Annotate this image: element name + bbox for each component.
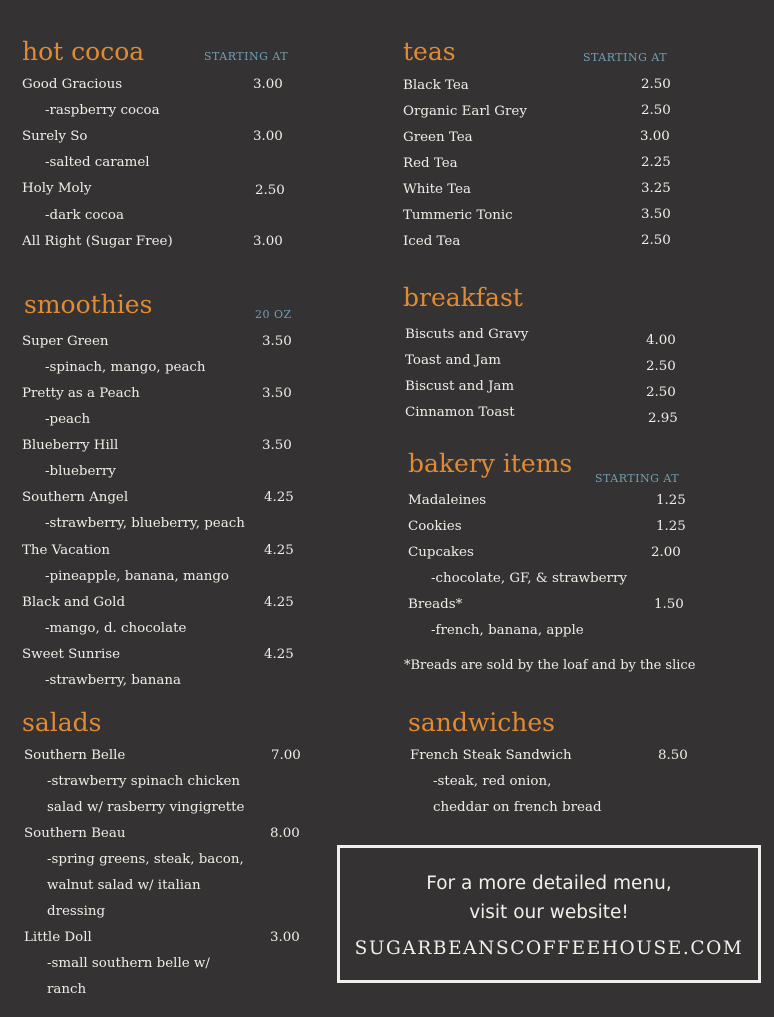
menu-item-price: 8.00 [270, 826, 300, 841]
menu-item-price: 3.00 [640, 129, 670, 144]
bakery-subtitle: STARTING AT [595, 472, 680, 485]
menu-item-price: 2.50 [646, 359, 676, 374]
website-link[interactable]: SUGARBEANSCOFFEEHOUSE.COM [354, 938, 744, 959]
menu-item-price: 7.00 [271, 748, 301, 763]
hot-cocoa-heading: hot cocoa [22, 37, 145, 66]
menu-item-price: 4.25 [264, 595, 294, 610]
menu-item-price: 2.00 [651, 545, 681, 560]
menu-item-description: -chocolate, GF, & strawberry [431, 571, 627, 586]
smoothies-heading: smoothies [24, 290, 153, 319]
menu-item-description: ranch [47, 982, 87, 997]
menu-item-name: Breads* [408, 597, 463, 612]
promo-line-2: visit our website! [469, 902, 629, 923]
menu-item-price: 2.95 [648, 411, 678, 426]
salads-section [22, 709, 342, 1009]
teas-heading: teas [403, 37, 456, 66]
menu-item-price: 3.00 [253, 234, 283, 249]
menu-item-price: 1.25 [656, 519, 686, 534]
menu-item-name: Pretty as a Peach [22, 386, 140, 401]
menu-item-description: dressing [47, 904, 106, 919]
menu-item-price: 2.50 [641, 103, 671, 118]
menu-item-price: 8.50 [658, 748, 688, 763]
menu-item-name: Super Green [22, 334, 109, 349]
menu-item-name: Southern Beau [24, 826, 126, 841]
menu-item-price: 2.25 [641, 155, 671, 170]
menu-item-price: 3.50 [262, 386, 292, 401]
menu-item-name: Green Tea [403, 130, 473, 145]
menu-item-price: 4.00 [646, 333, 676, 348]
teas-section [403, 38, 703, 258]
smoothies-subtitle: 20 OZ [255, 308, 292, 321]
menu-item-name: White Tea [403, 182, 472, 197]
menu-item-name: Toast and Jam [405, 353, 501, 368]
salads-heading: salads [22, 708, 102, 737]
menu-item-name: Biscuts and Gravy [405, 327, 529, 342]
promo-line-1: For a more detailed menu, [426, 873, 672, 894]
menu-item-name: Good Gracious [22, 77, 123, 92]
menu-item-price: 4.25 [264, 647, 294, 662]
menu-item-name: All Right (Sugar Free) [22, 234, 173, 249]
menu-item-name: Madaleines [408, 493, 487, 508]
menu-item-description: walnut salad w/ italian [47, 878, 201, 893]
menu-item-description: -dark cocoa [45, 208, 124, 223]
menu-item-name: French Steak Sandwich [410, 748, 572, 763]
menu-item-name: Red Tea [403, 156, 458, 171]
menu-item-price: 3.00 [253, 129, 283, 144]
menu-item-description: -strawberry, banana [45, 673, 181, 688]
menu-item-name: Southern Belle [24, 748, 126, 763]
hot-cocoa-subtitle: STARTING AT [204, 50, 289, 63]
bakery-section [404, 449, 748, 680]
menu-item-price: 3.25 [641, 181, 671, 196]
menu-item-price: 3.50 [262, 438, 292, 453]
menu-item-description: -spinach, mango, peach [45, 360, 206, 375]
menu-item-description: -salted caramel [45, 155, 150, 170]
menu-item-description: -raspberry cocoa [45, 103, 160, 118]
menu-item-price: 2.50 [255, 183, 285, 198]
menu-item-name: Biscust and Jam [405, 379, 515, 394]
menu-item-description: -spring greens, steak, bacon, [47, 852, 244, 867]
menu-item-name: Black and Gold [22, 595, 126, 610]
menu-item-name: Tummeric Tonic [403, 208, 513, 223]
website-promo-box [337, 845, 761, 983]
menu-item-description: -strawberry, blueberry, peach [45, 516, 245, 531]
menu-item-name: Surely So [22, 129, 88, 144]
sandwiches-heading: sandwiches [408, 708, 555, 737]
menu-item-description: -small southern belle w/ [47, 956, 210, 971]
menu-item-name: The Vacation [22, 543, 110, 558]
bakery-heading: bakery items [408, 449, 573, 478]
hot-cocoa-section [22, 38, 322, 268]
teas-subtitle: STARTING AT [583, 51, 668, 64]
menu-item-name: Iced Tea [403, 234, 461, 249]
menu-item-name: Cupcakes [408, 545, 474, 560]
bakery-note: *Breads are sold by the loaf and by the slice [404, 658, 696, 673]
menu-item-price: 3.50 [641, 207, 671, 222]
menu-item-description: -french, banana, apple [431, 623, 584, 638]
menu-item-description: salad w/ rasberry vingigrette [47, 800, 245, 815]
menu-item-description: -peach [45, 412, 91, 427]
menu-item-description: -steak, red onion, [433, 774, 552, 789]
menu-item-description: -mango, d. chocolate [45, 621, 187, 636]
menu-item-price: 3.50 [262, 334, 292, 349]
menu-item-name: Cinnamon Toast [405, 405, 515, 420]
menu-item-name: Sweet Sunrise [22, 647, 121, 662]
menu-item-price: 2.50 [641, 233, 671, 248]
menu-item-price: 1.50 [654, 597, 684, 612]
menu-item-name: Organic Earl Grey [403, 104, 527, 119]
menu-item-price: 2.50 [646, 385, 676, 400]
breakfast-section [403, 284, 723, 434]
menu-item-price: 4.25 [264, 543, 294, 558]
menu-item-price: 4.25 [264, 490, 294, 505]
menu-item-name: Southern Angel [22, 490, 129, 505]
menu-item-description: -pineapple, banana, mango [45, 569, 229, 584]
smoothies-section [22, 291, 342, 691]
menu-item-description: -blueberry [45, 464, 116, 479]
menu-item-description: -strawberry spinach chicken [47, 774, 241, 789]
menu-item-description: cheddar on french bread [433, 800, 602, 815]
sandwiches-section [408, 709, 738, 819]
menu-item-name: Little Doll [24, 930, 92, 945]
menu-item-price: 1.25 [656, 493, 686, 508]
menu-item-name: Black Tea [403, 78, 469, 93]
menu-item-price: 3.00 [270, 930, 300, 945]
menu-item-name: Cookies [408, 519, 462, 534]
menu-item-name: Blueberry Hill [22, 438, 119, 453]
menu-item-price: 2.50 [641, 77, 671, 92]
menu-item-name: Holy Moly [22, 181, 92, 196]
breakfast-heading: breakfast [403, 283, 523, 312]
menu-item-price: 3.00 [253, 77, 283, 92]
